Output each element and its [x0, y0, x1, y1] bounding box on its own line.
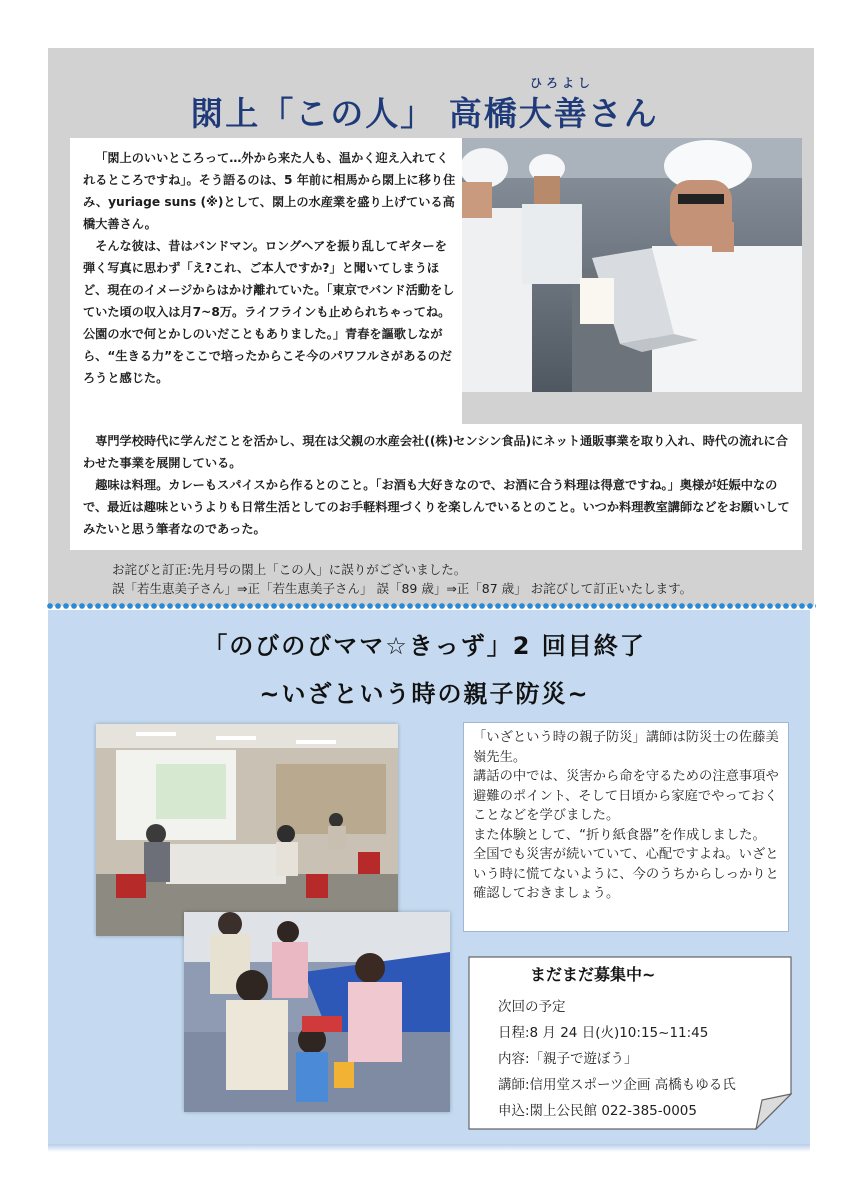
profile-title: 閖上「この人」 高橋大善さん: [190, 94, 659, 133]
recruit-content: 内容:「親子で遊ぼう」: [498, 1051, 638, 1067]
profile-paragraph-2: そんな彼は、昔はバンドマン。ロングヘアを振り乱してギターを弾く写真に思わず「え?これ、ご本人ですか?」と聞いてしまうほど、現在のイメージからはかけ離れていた。「東京でバンド活動をしていた頃の収入は月7~8万。ライフラインも止められちゃってね。公園の水で何とかしのいだこともありました。」青春を謳歌しながら、“生きる力”をここで培ったからこそ今のパワフルさがあるのだろうと感じた。: [83, 239, 455, 385]
correction-line-1: お詫びと訂正:先月号の閖上「この人」に誤りがございました。: [112, 562, 467, 577]
report-line-4: 全国でも災害が続いていて、心配ですよね。いざという時に慌てないように、今のうちからしっかりと確認しておきましょう。: [473, 847, 779, 901]
kids-play-photo: [184, 912, 450, 1112]
bottom-panel-shadow: [48, 1144, 810, 1152]
profile-paragraph-1: 「閖上のいいところって…外から来た人も、温かく迎え入れてくれるところですね」。そう語るのは、5 年前に相馬から閖上に移り住み、yuriage suns (※)として、閖上の水産業を盛り上げている高橋大善さん。: [83, 151, 456, 231]
profile-paragraph-4: 趣味は料理。カレーもスパイスから作るとのこと。「お酒も大好きなので、お酒に合う料理は得意ですね。」奥様が妊娠中なので、最近は趣味というよりも日常生活としてのお手軽料理づくりを楽しんでいるとのこと。いつか料理教室講師などをお願いしてみたいと思う筆者なのであった。: [83, 478, 790, 536]
correction-notice: [112, 560, 692, 598]
profile-bottom-text: [83, 430, 795, 540]
profile-intro-text: [83, 147, 457, 389]
seminar-room-image: [96, 724, 398, 936]
recruit-lecturer: 講師:信用堂スポーツ企画 高橋もゆる氏: [498, 1077, 736, 1093]
report-line-1: 「いざという時の親子防災」講師は防災士の佐藤美嶺先生。: [473, 730, 779, 765]
kids-play-image: [184, 912, 450, 1112]
report-line-2: 講話の中では、災害から命を守るための注意事項や避難のポイント、そして日頃から家庭でやっておくことなどを学びました。: [473, 769, 779, 823]
factory-photo: [462, 138, 802, 392]
event-subtitle: ~いざという時の親子防災~: [259, 680, 590, 708]
seminar-room-photo: [96, 724, 398, 936]
factory-photo-image: [462, 138, 802, 392]
recruit-apply: 申込:閖上公民館 022-385-0005: [498, 1103, 697, 1119]
report-line-3: また体験として、“折り紙食器”を作成しました。: [473, 827, 766, 843]
recruit-next-label: 次回の予定: [498, 999, 566, 1015]
recruit-date: 日程:8 月 24 日(火)10:15~11:45: [498, 1025, 709, 1041]
recruit-details: [498, 994, 736, 1124]
event-report-text: [473, 728, 785, 904]
name-ruby: ひろよし: [530, 76, 595, 90]
recruit-title: まだまだ募集中~: [530, 965, 656, 984]
correction-line-2: 誤「若生恵美子さん」⇒正「若生恵美子さん」 誤「89 歳」⇒正「87 歳」 お詫びして訂正いたします。: [112, 581, 693, 596]
dotted-divider: [46, 602, 816, 610]
profile-paragraph-3: 専門学校時代に学んだことを活かし、現在は父親の水産会社((株)センシン食品)にネット通販事業を取り入れ、時代の流れに合わせた事業を展開している。: [83, 434, 788, 470]
event-title: 「のびのびママ☆きっず」2 回目終了: [203, 632, 646, 660]
